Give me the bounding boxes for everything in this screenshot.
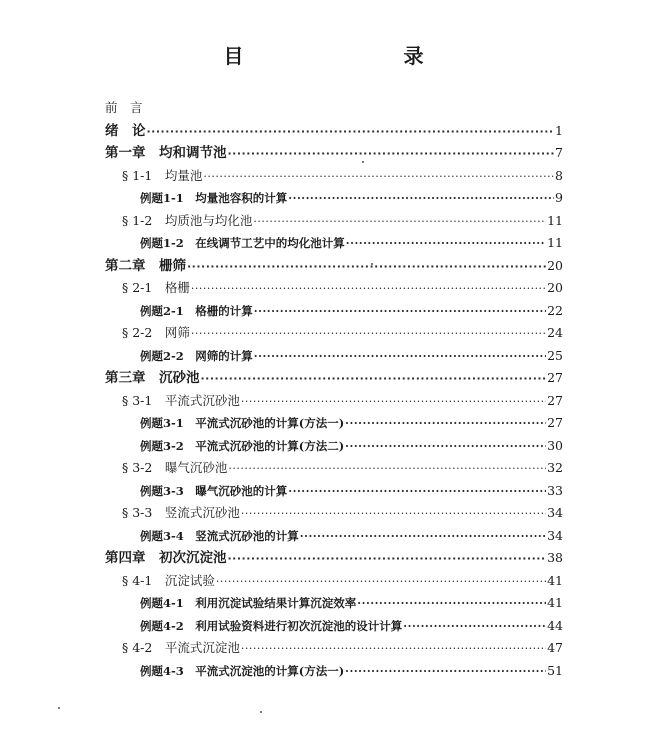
toc-entry-section[interactable] <box>122 390 563 412</box>
dot-leader <box>357 593 546 615</box>
toc-page-number: 25 <box>547 347 563 363</box>
toc-page-number: 47 <box>547 640 563 655</box>
toc-entry-chapter[interactable] <box>105 142 563 164</box>
toc-entry-example[interactable] <box>140 187 563 209</box>
toc-entry-label: 前 言 <box>105 100 143 115</box>
dot-leader <box>187 256 546 278</box>
dot-leader <box>241 503 546 525</box>
toc-entry-example[interactable] <box>140 300 563 322</box>
dot-leader <box>228 458 546 480</box>
toc-entry-example[interactable] <box>140 345 563 367</box>
toc-entry-example[interactable] <box>140 525 563 547</box>
toc-page-number: 27 <box>547 392 563 408</box>
toc-entry-example[interactable] <box>140 435 563 457</box>
toc-entry-label: 第四章 初次沉淀池 <box>105 550 227 566</box>
dot-leader <box>203 166 554 188</box>
toc-page-number: 11 <box>547 235 563 250</box>
toc-page-number: 51 <box>547 662 563 678</box>
toc-entry-label: § 3-1 平流式沉砂池 <box>122 392 240 408</box>
dot-leader <box>201 368 547 390</box>
dot-leader <box>346 233 546 255</box>
toc-entry-label: § 1-2 均质池与均化池 <box>122 212 253 228</box>
toc-page-number: 30 <box>547 437 563 453</box>
toc-entry-label: § 2-1 格栅 <box>122 280 190 295</box>
toc-entry-label: 例题3-2 平流式沉砂池的计算(方法二) <box>140 438 345 453</box>
toc-entry-label: 例题4-3 平流式沉淀池的计算(方法一) <box>140 663 345 678</box>
dot-leader <box>191 323 546 345</box>
toc-entry-label: 例题3-4 竖流式沉砂池的计算 <box>140 528 299 543</box>
toc-entry-label: § 4-1 沉淀试验 <box>122 572 215 588</box>
toc-entry-label: 例题2-2 网筛的计算 <box>140 348 253 363</box>
toc-page-number: 22 <box>547 302 563 318</box>
toc-entry-section[interactable] <box>122 322 563 344</box>
toc-entry-example[interactable] <box>140 412 563 434</box>
toc-entry-label: 例题1-2 在线调节工艺中的均化池计算 <box>140 236 345 250</box>
toc-entry-chapter[interactable] <box>105 547 563 569</box>
toc-page-number: 20 <box>547 280 563 295</box>
toc-entry-section[interactable] <box>122 277 563 299</box>
toc-entry-example[interactable] <box>140 592 563 614</box>
toc-page-number: 32 <box>547 460 563 475</box>
toc-entry-section[interactable] <box>122 165 563 187</box>
toc-entry-label: 第一章 均和调节池 <box>105 145 227 161</box>
toc-page-number: 41 <box>547 595 563 610</box>
toc-entry-label: § 4-2 平流式沉淀池 <box>122 640 240 655</box>
dot-leader <box>345 436 546 458</box>
toc-entry-example[interactable] <box>140 660 563 682</box>
toc-entry-plain[interactable] <box>105 97 205 119</box>
toc-page-number: 11 <box>547 212 563 228</box>
toc-entry-label: § 3-3 竖流式沉砂池 <box>122 505 240 520</box>
toc-page-number: 1 <box>555 122 563 138</box>
toc-entry-section[interactable] <box>122 502 563 524</box>
toc-entry-label: 例题1-1 均量池容积的计算 <box>140 191 288 205</box>
toc-page-number: 9 <box>555 190 563 205</box>
toc-entry-section[interactable] <box>122 637 563 659</box>
toc-page-number: 41 <box>547 572 563 588</box>
toc-entry-label: § 2-2 网筛 <box>122 325 190 340</box>
toc-entry-label: 例题3-3 曝气沉砂池的计算 <box>140 483 288 498</box>
toc-entry-example[interactable] <box>140 615 563 637</box>
toc-entry-label: 例题4-1 利用沉淀试验结果计算沉淀效率 <box>140 596 357 610</box>
toc-page-number: 27 <box>547 415 563 430</box>
toc-entry-section[interactable] <box>122 457 563 479</box>
dot-leader <box>300 526 546 548</box>
dot-leader <box>288 188 554 210</box>
toc-entry-chapter[interactable] <box>105 255 563 277</box>
toc-page-number: 34 <box>547 527 563 543</box>
page-title: 目 录 <box>223 44 464 68</box>
dot-leader <box>228 548 547 570</box>
toc-entry-chapter[interactable] <box>105 120 563 142</box>
toc-entry-label: 第二章 栅筛 <box>105 257 186 274</box>
dot-leader <box>345 413 546 435</box>
dot-leader <box>216 571 546 593</box>
toc-page-number: 20 <box>547 257 563 273</box>
dot-leader <box>241 391 546 413</box>
toc-entry-label: 绪 论 <box>105 122 146 139</box>
toc-entry-label: § 1-1 均量池 <box>122 167 203 183</box>
dot-leader <box>147 121 555 143</box>
toc-page-number: 8 <box>555 167 563 183</box>
scan-speck <box>362 161 364 163</box>
toc-entry-section[interactable] <box>122 570 563 592</box>
toc-page-number: 34 <box>547 505 563 520</box>
dot-leader <box>241 638 546 660</box>
toc-entry-example[interactable] <box>140 480 563 502</box>
toc-entry-label: 例题4-2 利用试验资料进行初次沉淀池的设计计算 <box>140 618 403 633</box>
toc-page-number: 24 <box>547 325 563 340</box>
toc-entry-chapter[interactable] <box>105 367 563 389</box>
scan-speck <box>58 707 60 709</box>
toc-entry-label: 第三章 沉砂池 <box>105 370 200 386</box>
dot-leader <box>228 143 555 165</box>
toc-entry-label: § 3-2 曝气沉砂池 <box>122 460 228 475</box>
toc-entry-section[interactable] <box>122 210 563 232</box>
scan-speck <box>371 263 373 265</box>
dot-leader <box>253 211 546 233</box>
dot-leader <box>191 278 546 300</box>
toc-entry-label: 例题2-1 格栅的计算 <box>140 303 253 318</box>
toc-page-number: 44 <box>547 617 563 633</box>
toc-entry-label: 例题3-1 平流式沉砂池的计算(方法一) <box>140 416 345 430</box>
scan-speck <box>260 711 262 713</box>
toc-page-number: 7 <box>555 145 563 160</box>
dot-leader <box>254 346 546 368</box>
toc-entry-example[interactable] <box>140 232 563 254</box>
dot-leader <box>254 301 546 323</box>
toc-page-number: 33 <box>547 482 563 498</box>
dot-leader <box>345 661 546 683</box>
toc-page-number: 27 <box>547 370 563 385</box>
toc-page-number: 38 <box>547 550 563 565</box>
dot-leader <box>288 481 546 503</box>
dot-leader <box>403 616 546 638</box>
